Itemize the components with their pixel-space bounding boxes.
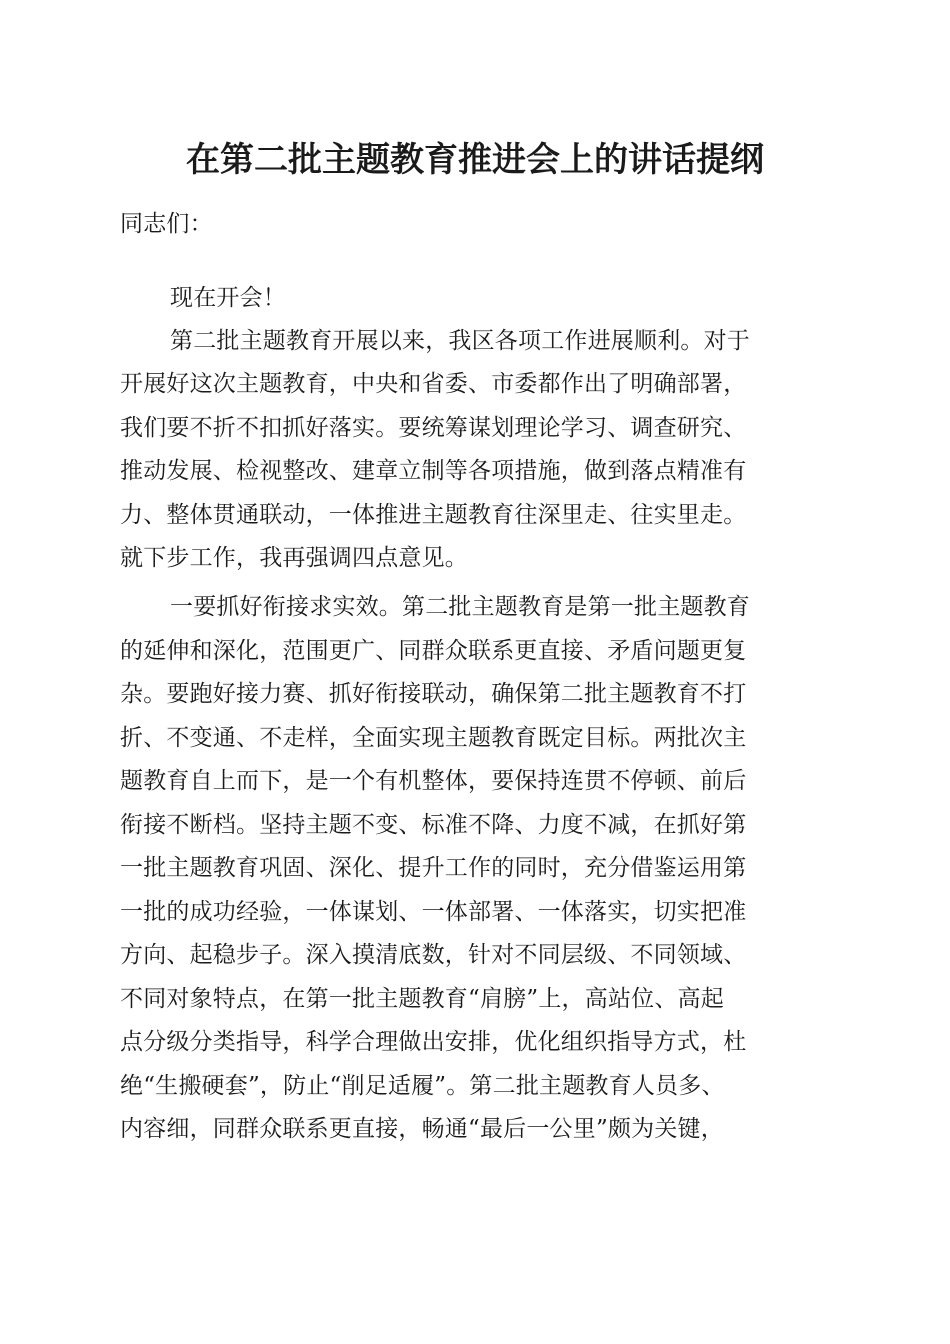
salutation-line: 同志们： [120,211,213,237]
text-line: 一批的成功经验，一体谋划、一体部署、一体落实，切实把准 [120,899,747,925]
text-line: 开展好这次主题教育，中央和省委、市委都作出了明确部署， [120,371,747,397]
text-line: 折、不变通、不走样，全面实现主题教育既定目标。两批次主 [120,725,747,751]
text-line: 不同对象特点，在第一批主题教育“肩膀”上，高站位、高起 [120,986,724,1012]
text-line: 方向、起稳步子。深入摸清底数，针对不同层级、不同领域、 [120,942,747,968]
text-line: 题教育自上而下，是一个有机整体，要保持连贯不停顿、前后 [120,768,747,794]
text-line: 我们要不折不扣抓好落实。要统筹谋划理论学习、调查研究、 [120,415,747,441]
text-line: 一要抓好衔接求实效。第二批主题教育是第一批主题教育 [170,594,750,620]
text-line: 现在开会！ [170,285,286,311]
text-line: 第二批主题教育开展以来，我区各项工作进展顺利。对于 [170,328,750,354]
text-line: 就下步工作，我再强调四点意见。 [120,545,468,571]
text-line: 点分级分类指导，科学合理做出安排，优化组织指导方式，杜 [120,1029,747,1055]
text-line: 推动发展、检视整改、建章立制等各项措施，做到落点精准有 [120,458,747,484]
document-title: 在第二批主题教育推进会上的讲话提纲 [186,140,764,180]
text-line: 绝“生搬硬套”，防止“削足适履”。第二批主题教育人员多、 [120,1073,725,1099]
text-line: 内容细，同群众联系更直接，畅通“最后一公里”颇为关键， [120,1116,724,1142]
text-line: 衔接不断档。坚持主题不变、标准不降、力度不减，在抓好第 [120,812,747,838]
text-line: 杂。要跑好接力赛、抓好衔接联动，确保第二批主题教育不打 [120,681,747,707]
text-line: 力、整体贯通联动，一体推进主题教育往深里走、往实里走。 [120,502,747,528]
text-line: 的延伸和深化，范围更广、同群众联系更直接、矛盾问题更复 [120,638,747,664]
text-line: 一批主题教育巩固、深化、提升工作的同时，充分借鉴运用第 [120,855,747,881]
